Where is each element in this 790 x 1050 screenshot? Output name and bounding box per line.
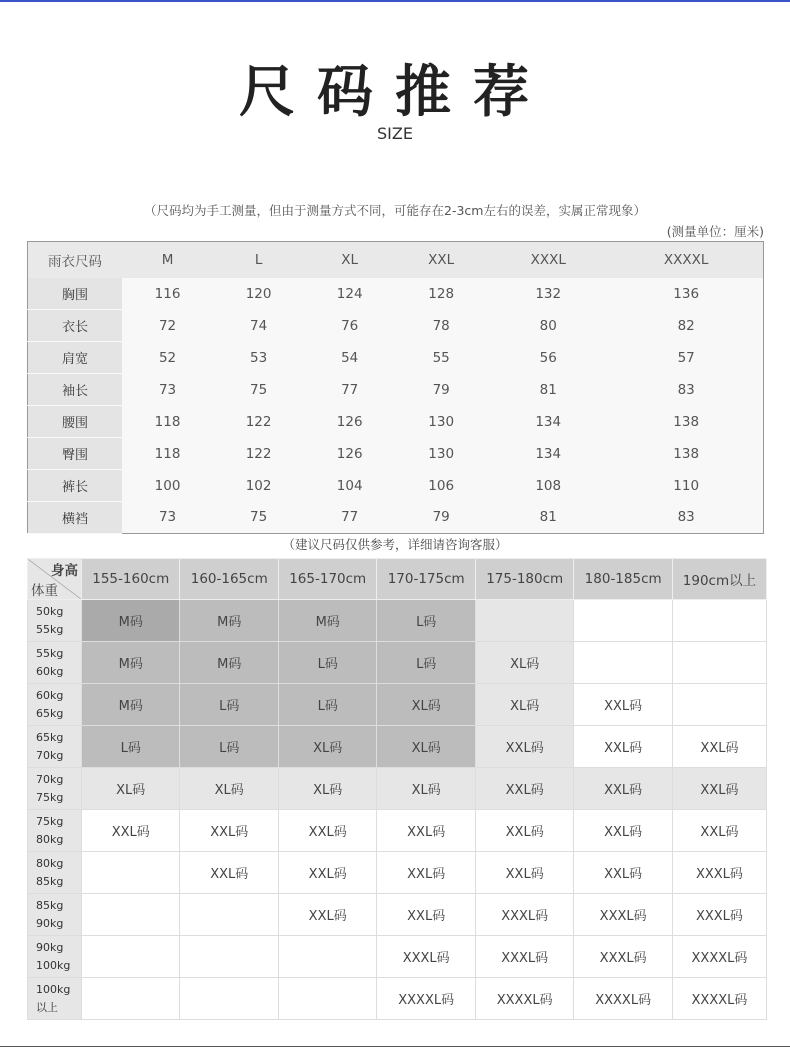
recommended-size-cell: XL码 <box>377 768 475 810</box>
size-cell: 118 <box>154 413 181 430</box>
weight-label <box>28 810 82 852</box>
size-cell: 54 <box>341 349 359 366</box>
size-cell: 126 <box>336 445 363 462</box>
recommended-size-cell: XXXL码 <box>574 936 672 978</box>
size-header-cell: L <box>213 242 304 279</box>
weight-row <box>28 810 767 852</box>
weight-to: 85kg <box>36 874 64 888</box>
size-row <box>28 502 764 534</box>
height-header-cell: 160-165cm <box>180 559 278 600</box>
weight-row <box>28 852 767 894</box>
size-cell: 130 <box>428 413 455 430</box>
size-row-label: 腰围 <box>28 406 123 438</box>
weight-label <box>28 936 82 978</box>
size-cell: 122 <box>245 445 272 462</box>
size-cell: 138 <box>673 445 700 462</box>
recommended-size-cell: XXL码 <box>377 810 475 852</box>
bottom-border <box>0 1046 790 1047</box>
size-cell: 100 <box>154 477 181 494</box>
size-cell: 118 <box>154 445 181 462</box>
height-header-cell: 180-185cm <box>574 559 672 600</box>
recommended-size-cell: XXL码 <box>574 852 672 894</box>
recommended-size-cell: M码 <box>82 642 180 684</box>
recommended-size-cell <box>672 600 766 642</box>
recommended-size-cell <box>180 894 278 936</box>
size-row-label: 臀围 <box>28 438 123 470</box>
recommended-size-cell: XXL码 <box>377 894 475 936</box>
weight-to: 70kg <box>36 748 64 762</box>
size-header-cell: XXXXL <box>609 242 763 279</box>
recommended-size-cell: XXXXL码 <box>377 978 475 1020</box>
measurement-note: （尺码均为手工测量，但由于测量方式不同，可能存在2-3cm左右的误差，实属正常现象） <box>144 203 646 218</box>
recommended-size-cell: XXXXL码 <box>672 936 766 978</box>
recommended-size-cell: XXXL码 <box>574 894 672 936</box>
size-cell: 136 <box>673 285 700 302</box>
weight-from: 90kg <box>36 940 64 954</box>
recommended-size-cell: XXL码 <box>672 768 766 810</box>
size-cell: 56 <box>539 349 557 366</box>
size-row <box>28 278 764 310</box>
recommended-size-cell: XXXXL码 <box>475 978 573 1020</box>
recommended-size-cell <box>672 684 766 726</box>
size-cell: 130 <box>428 445 455 462</box>
size-cell: 81 <box>539 381 557 398</box>
recommended-size-cell: XXXL码 <box>475 936 573 978</box>
size-header-cell: XL <box>304 242 395 279</box>
size-cell: 83 <box>677 509 695 526</box>
size-cell: 83 <box>677 381 695 398</box>
size-cell: 53 <box>250 349 268 366</box>
size-row <box>28 310 764 342</box>
recommended-size-cell: L码 <box>278 642 376 684</box>
size-header-cell: M <box>122 242 213 279</box>
recommended-size-cell: XL码 <box>278 768 376 810</box>
size-cell: 110 <box>673 477 700 494</box>
recommended-size-cell: XXL码 <box>278 852 376 894</box>
weight-row <box>28 600 767 642</box>
size-cell: 104 <box>336 477 363 494</box>
recommended-size-cell: XXL码 <box>475 810 573 852</box>
recommended-size-cell: M码 <box>82 684 180 726</box>
recommended-size-cell: XXL码 <box>475 726 573 768</box>
height-header-cell: 190cm以上 <box>672 559 766 600</box>
size-cell: 132 <box>535 285 562 302</box>
size-cell: 76 <box>341 317 359 334</box>
size-cell: 78 <box>432 317 450 334</box>
size-row <box>28 406 764 438</box>
recommended-size-cell <box>475 600 573 642</box>
recommended-size-cell: M码 <box>82 600 180 642</box>
size-row <box>28 342 764 374</box>
recommended-size-cell: XL码 <box>82 768 180 810</box>
size-cell: 74 <box>250 317 268 334</box>
recommended-size-cell: XXL码 <box>475 768 573 810</box>
weight-from: 55kg <box>36 646 64 660</box>
size-cell: 116 <box>154 285 181 302</box>
recommended-size-cell: XXL码 <box>475 852 573 894</box>
size-cell: 77 <box>341 509 359 526</box>
weight-label <box>28 768 82 810</box>
size-cell: 134 <box>535 445 562 462</box>
recommended-size-cell: XXL码 <box>377 852 475 894</box>
size-cell: 79 <box>432 381 450 398</box>
weight-to: 65kg <box>36 706 64 720</box>
recommended-size-cell: XXXL码 <box>377 936 475 978</box>
size-header-cell: XXL <box>395 242 487 279</box>
weight-to: 60kg <box>36 664 64 678</box>
size-cell: 126 <box>336 413 363 430</box>
size-cell: 134 <box>535 413 562 430</box>
recommended-size-cell: M码 <box>180 642 278 684</box>
recommended-size-cell <box>672 642 766 684</box>
recommended-size-cell <box>82 894 180 936</box>
recommended-size-cell: L码 <box>82 726 180 768</box>
weight-from: 85kg <box>36 898 64 912</box>
corner-height-label: 身高 <box>51 563 78 579</box>
size-header-label: 雨衣尺码 <box>28 242 123 279</box>
size-cell: 75 <box>250 381 268 398</box>
weight-row <box>28 684 767 726</box>
size-header-row <box>28 242 764 279</box>
weight-to: 55kg <box>36 622 64 636</box>
recommended-size-cell: XXL码 <box>278 894 376 936</box>
size-cell: 77 <box>341 381 359 398</box>
size-row-label: 横裆 <box>28 502 123 534</box>
page-title: 尺码推荐 <box>239 60 551 125</box>
weight-row <box>28 894 767 936</box>
weight-row <box>28 642 767 684</box>
recommended-size-cell: XXL码 <box>672 726 766 768</box>
weight-row <box>28 978 767 1020</box>
weight-row <box>28 768 767 810</box>
recommended-size-cell: XXXL码 <box>672 894 766 936</box>
page-subtitle: SIZE <box>377 124 413 143</box>
height-header-cell: 175-180cm <box>475 559 573 600</box>
size-cell: 102 <box>245 477 272 494</box>
recommendation-table <box>27 558 767 1020</box>
recommended-size-cell: XXXL码 <box>475 894 573 936</box>
size-cell: 138 <box>673 413 700 430</box>
recommended-size-cell <box>278 936 376 978</box>
size-row-label: 胸围 <box>28 278 123 310</box>
size-cell: 52 <box>158 349 177 366</box>
recommended-size-cell <box>82 978 180 1020</box>
weight-from: 100kg <box>36 982 71 996</box>
recommended-size-cell <box>180 936 278 978</box>
size-row <box>28 470 764 502</box>
size-header-cell: XXXL <box>487 242 609 279</box>
recommended-size-cell: XXL码 <box>574 726 672 768</box>
weight-label <box>28 642 82 684</box>
unit-note: (测量单位：厘米) <box>666 224 764 239</box>
size-cell: 73 <box>158 509 177 526</box>
recommended-size-cell <box>82 936 180 978</box>
recommended-size-cell: XXL码 <box>278 810 376 852</box>
recommended-size-cell: L码 <box>180 684 278 726</box>
weight-to: 以上 <box>36 1000 58 1014</box>
weight-from: 60kg <box>36 688 64 702</box>
height-header-row <box>28 559 767 600</box>
recommended-size-cell <box>574 600 672 642</box>
size-cell: 108 <box>535 477 562 494</box>
recommended-size-cell: L码 <box>278 684 376 726</box>
recommended-size-cell: M码 <box>278 600 376 642</box>
size-cell: 122 <box>245 413 272 430</box>
size-row-label: 肩宽 <box>28 342 123 374</box>
top-border <box>0 0 790 2</box>
recommended-size-cell: XXL码 <box>574 768 672 810</box>
size-cell: 75 <box>250 509 268 526</box>
size-cell: 57 <box>677 349 695 366</box>
weight-label <box>28 600 82 642</box>
size-cell: 80 <box>539 317 557 334</box>
weight-to: 90kg <box>36 916 64 930</box>
recommended-size-cell: XL码 <box>278 726 376 768</box>
corner-weight-label: 体重 <box>31 583 58 599</box>
size-cell: 55 <box>432 349 450 366</box>
recommended-size-cell: XXL码 <box>82 810 180 852</box>
recommended-size-cell: XXL码 <box>180 852 278 894</box>
recommendation-note: （建议尺码仅供参考，详细请咨询客服） <box>282 537 508 552</box>
size-row-label: 衣长 <box>28 310 123 342</box>
recommended-size-cell: XL码 <box>180 768 278 810</box>
recommended-size-cell <box>278 978 376 1020</box>
size-row <box>28 438 764 470</box>
size-row-label: 袖长 <box>28 374 123 406</box>
recommended-size-cell: XL码 <box>377 684 475 726</box>
height-header-cell: 155-160cm <box>82 559 180 600</box>
size-row-label: 裤长 <box>28 470 123 502</box>
weight-from: 50kg <box>36 604 64 618</box>
weight-to: 100kg <box>36 958 71 972</box>
recommended-size-cell <box>82 852 180 894</box>
height-header-cell: 165-170cm <box>278 559 376 600</box>
size-cell: 73 <box>158 381 177 398</box>
weight-label <box>28 684 82 726</box>
recommended-size-cell: XL码 <box>475 684 573 726</box>
recommended-size-cell: XXL码 <box>574 810 672 852</box>
weight-label <box>28 894 82 936</box>
weight-to: 80kg <box>36 832 64 846</box>
recommended-size-cell: XXXL码 <box>672 852 766 894</box>
size-row <box>28 374 764 406</box>
size-cell: 128 <box>428 285 455 302</box>
weight-from: 70kg <box>36 772 64 786</box>
size-cell: 106 <box>428 477 455 494</box>
weight-from: 80kg <box>36 856 64 870</box>
corner-cell <box>28 559 82 600</box>
weight-row <box>28 726 767 768</box>
size-cell: 81 <box>539 509 557 526</box>
weight-from: 75kg <box>36 814 64 828</box>
size-cell: 120 <box>245 285 272 302</box>
size-cell: 124 <box>336 285 363 302</box>
recommended-size-cell <box>574 642 672 684</box>
recommended-size-cell: XL码 <box>475 642 573 684</box>
recommended-size-cell: XXL码 <box>574 684 672 726</box>
weight-from: 65kg <box>36 730 64 744</box>
size-cell: 82 <box>677 317 695 334</box>
recommended-size-cell <box>180 978 278 1020</box>
recommended-size-cell: L码 <box>180 726 278 768</box>
weight-to: 75kg <box>36 790 64 804</box>
recommended-size-cell: L码 <box>377 600 475 642</box>
weight-label <box>28 852 82 894</box>
size-cell: 79 <box>432 509 450 526</box>
recommended-size-cell: XXL码 <box>672 810 766 852</box>
weight-row <box>28 936 767 978</box>
weight-label <box>28 978 82 1020</box>
size-cell: 72 <box>158 317 177 334</box>
height-header-cell: 170-175cm <box>377 559 475 600</box>
recommended-size-cell: XL码 <box>377 726 475 768</box>
recommended-size-cell: L码 <box>377 642 475 684</box>
size-table <box>27 241 764 534</box>
recommended-size-cell: M码 <box>180 600 278 642</box>
recommended-size-cell: XXXXL码 <box>672 978 766 1020</box>
weight-label <box>28 726 82 768</box>
recommended-size-cell: XXXXL码 <box>574 978 672 1020</box>
recommended-size-cell: XXL码 <box>180 810 278 852</box>
